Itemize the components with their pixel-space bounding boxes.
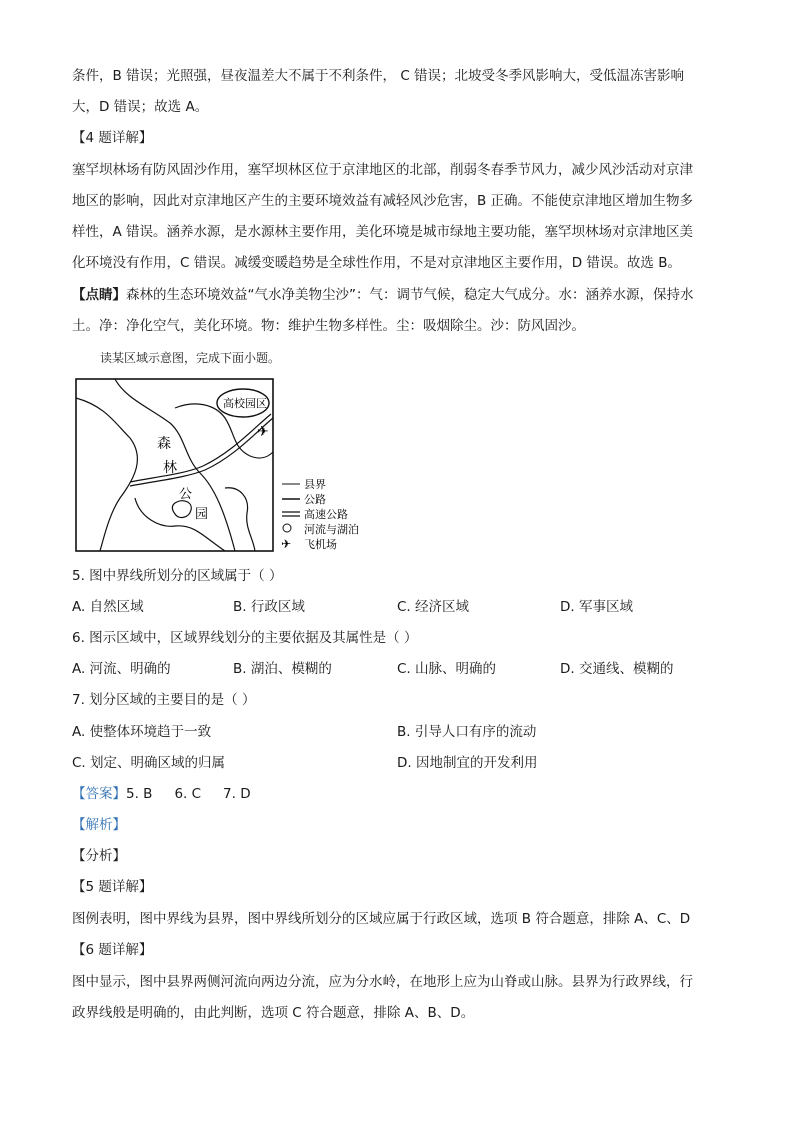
text-line: 塞罕坝林场有防风固沙作用，塞罕坝林区位于京津地区的北部，削弱冬春季节风力，减少风沙活动对京津	[72, 162, 693, 178]
text-line: 图中显示，图中县界两侧河流向两边分流，应为分水岭，在地形上应为山脊或山脉。县界为行政界线，行	[72, 974, 693, 990]
question-stem: 5. 图中界线所划分的区域属于（ ）	[72, 568, 283, 584]
legend-symbol-lake	[283, 524, 291, 532]
answer-5: 5. B	[126, 786, 153, 802]
option: A. 河流、明确的	[72, 661, 171, 677]
legend-item: 高速公路	[304, 508, 348, 521]
analysis-tag: 【解析】	[72, 817, 126, 833]
q4-heading: 【4 题详解】	[72, 130, 153, 146]
answer-line	[72, 784, 251, 804]
map-caption: 读某区域示意图，完成下面小题。	[100, 351, 281, 365]
option: D. 因地制宜的开发利用	[397, 755, 538, 771]
option: A. 使整体环境趋于一致	[72, 724, 212, 740]
text-line: 大，D 错误；故选 A。	[72, 99, 209, 115]
text-line: 样性，A 错误。涵养水源，是水源林主要作用，美化环境是城市绿地主要功能，塞罕坝林场对京津地区美	[72, 224, 694, 240]
map-legend	[281, 478, 359, 551]
tip-text: 森林的生态环境效益“气水净美物尘沙”：气：调节气候，稳定大气成分。水：涵养水源，保持水	[126, 287, 694, 303]
question-stem: 6. 图示区域中，区域界线划分的主要依据及其属性是（ ）	[72, 630, 418, 646]
answer-6: 6. C	[174, 786, 202, 802]
text-line: 土。净：净化空气，美化环境。物：维护生物多样性。尘：吸烟除尘。沙：防风固沙。	[72, 318, 585, 334]
tip-line	[72, 285, 694, 305]
answer-7: 7. D	[223, 786, 251, 802]
text-line: 地区的影响，因此对京津地区产生的主要环境效益有减轻风沙危害，B 正确。不能使京津地区增加生物多	[72, 193, 694, 209]
text-line: 政界线般是明确的，由此判断，选项 C 符合题意，排除 A、B、D。	[72, 1005, 475, 1021]
option: B. 湖泊、模糊的	[233, 661, 332, 677]
option: D. 军事区域	[560, 599, 633, 615]
q6-heading: 【6 题详解】	[72, 942, 153, 958]
text-line: 化环境没有作用，C 错误。减缓变暖趋势是全球性作用，不是对京津地区主要作用，D 错误。故选 B。	[72, 255, 681, 271]
legend-item: 河流与湖泊	[304, 523, 359, 536]
option: B. 行政区域	[233, 599, 305, 615]
label-forest-1: 森	[157, 436, 171, 452]
tip-tag: 【点睛】	[72, 287, 126, 303]
label-park-1: 公	[179, 487, 193, 502]
option: C. 划定、明确区域的归属	[72, 755, 226, 771]
text-line: 条件，B 错误；光照强，昼夜温差大不属于不利条件， C 错误；北坡受冬季风影响大，受低温冻害影响	[72, 68, 685, 84]
answer-tag: 【答案】	[72, 786, 126, 802]
option: A. 自然区域	[72, 599, 144, 615]
option: D. 交通线、模糊的	[560, 661, 674, 677]
legend-airport-icon: ✈	[281, 537, 292, 551]
legend-item: 县界	[304, 478, 326, 491]
label-campus: 高校园区	[223, 397, 267, 410]
q5-heading: 【5 题详解】	[72, 879, 153, 895]
question-stem: 7. 划分区域的主要目的是（ ）	[72, 692, 256, 708]
label-forest-2: 林	[163, 460, 177, 476]
airport-icon: ✈	[257, 424, 269, 440]
region-map	[75, 378, 380, 553]
label-park-2: 园	[195, 507, 209, 522]
legend-item: 飞机场	[304, 538, 337, 551]
legend-item: 公路	[304, 493, 326, 506]
option: B. 引导人口有序的流动	[397, 724, 537, 740]
analysis-heading: 【分析】	[72, 848, 126, 864]
option: C. 经济区域	[397, 599, 470, 615]
text-line: 图例表明，图中界线为县界，图中界线所划分的区域应属于行政区域，选项 B 符合题意，排除 A、C、D	[72, 911, 691, 927]
option: C. 山脉、明确的	[397, 661, 497, 677]
